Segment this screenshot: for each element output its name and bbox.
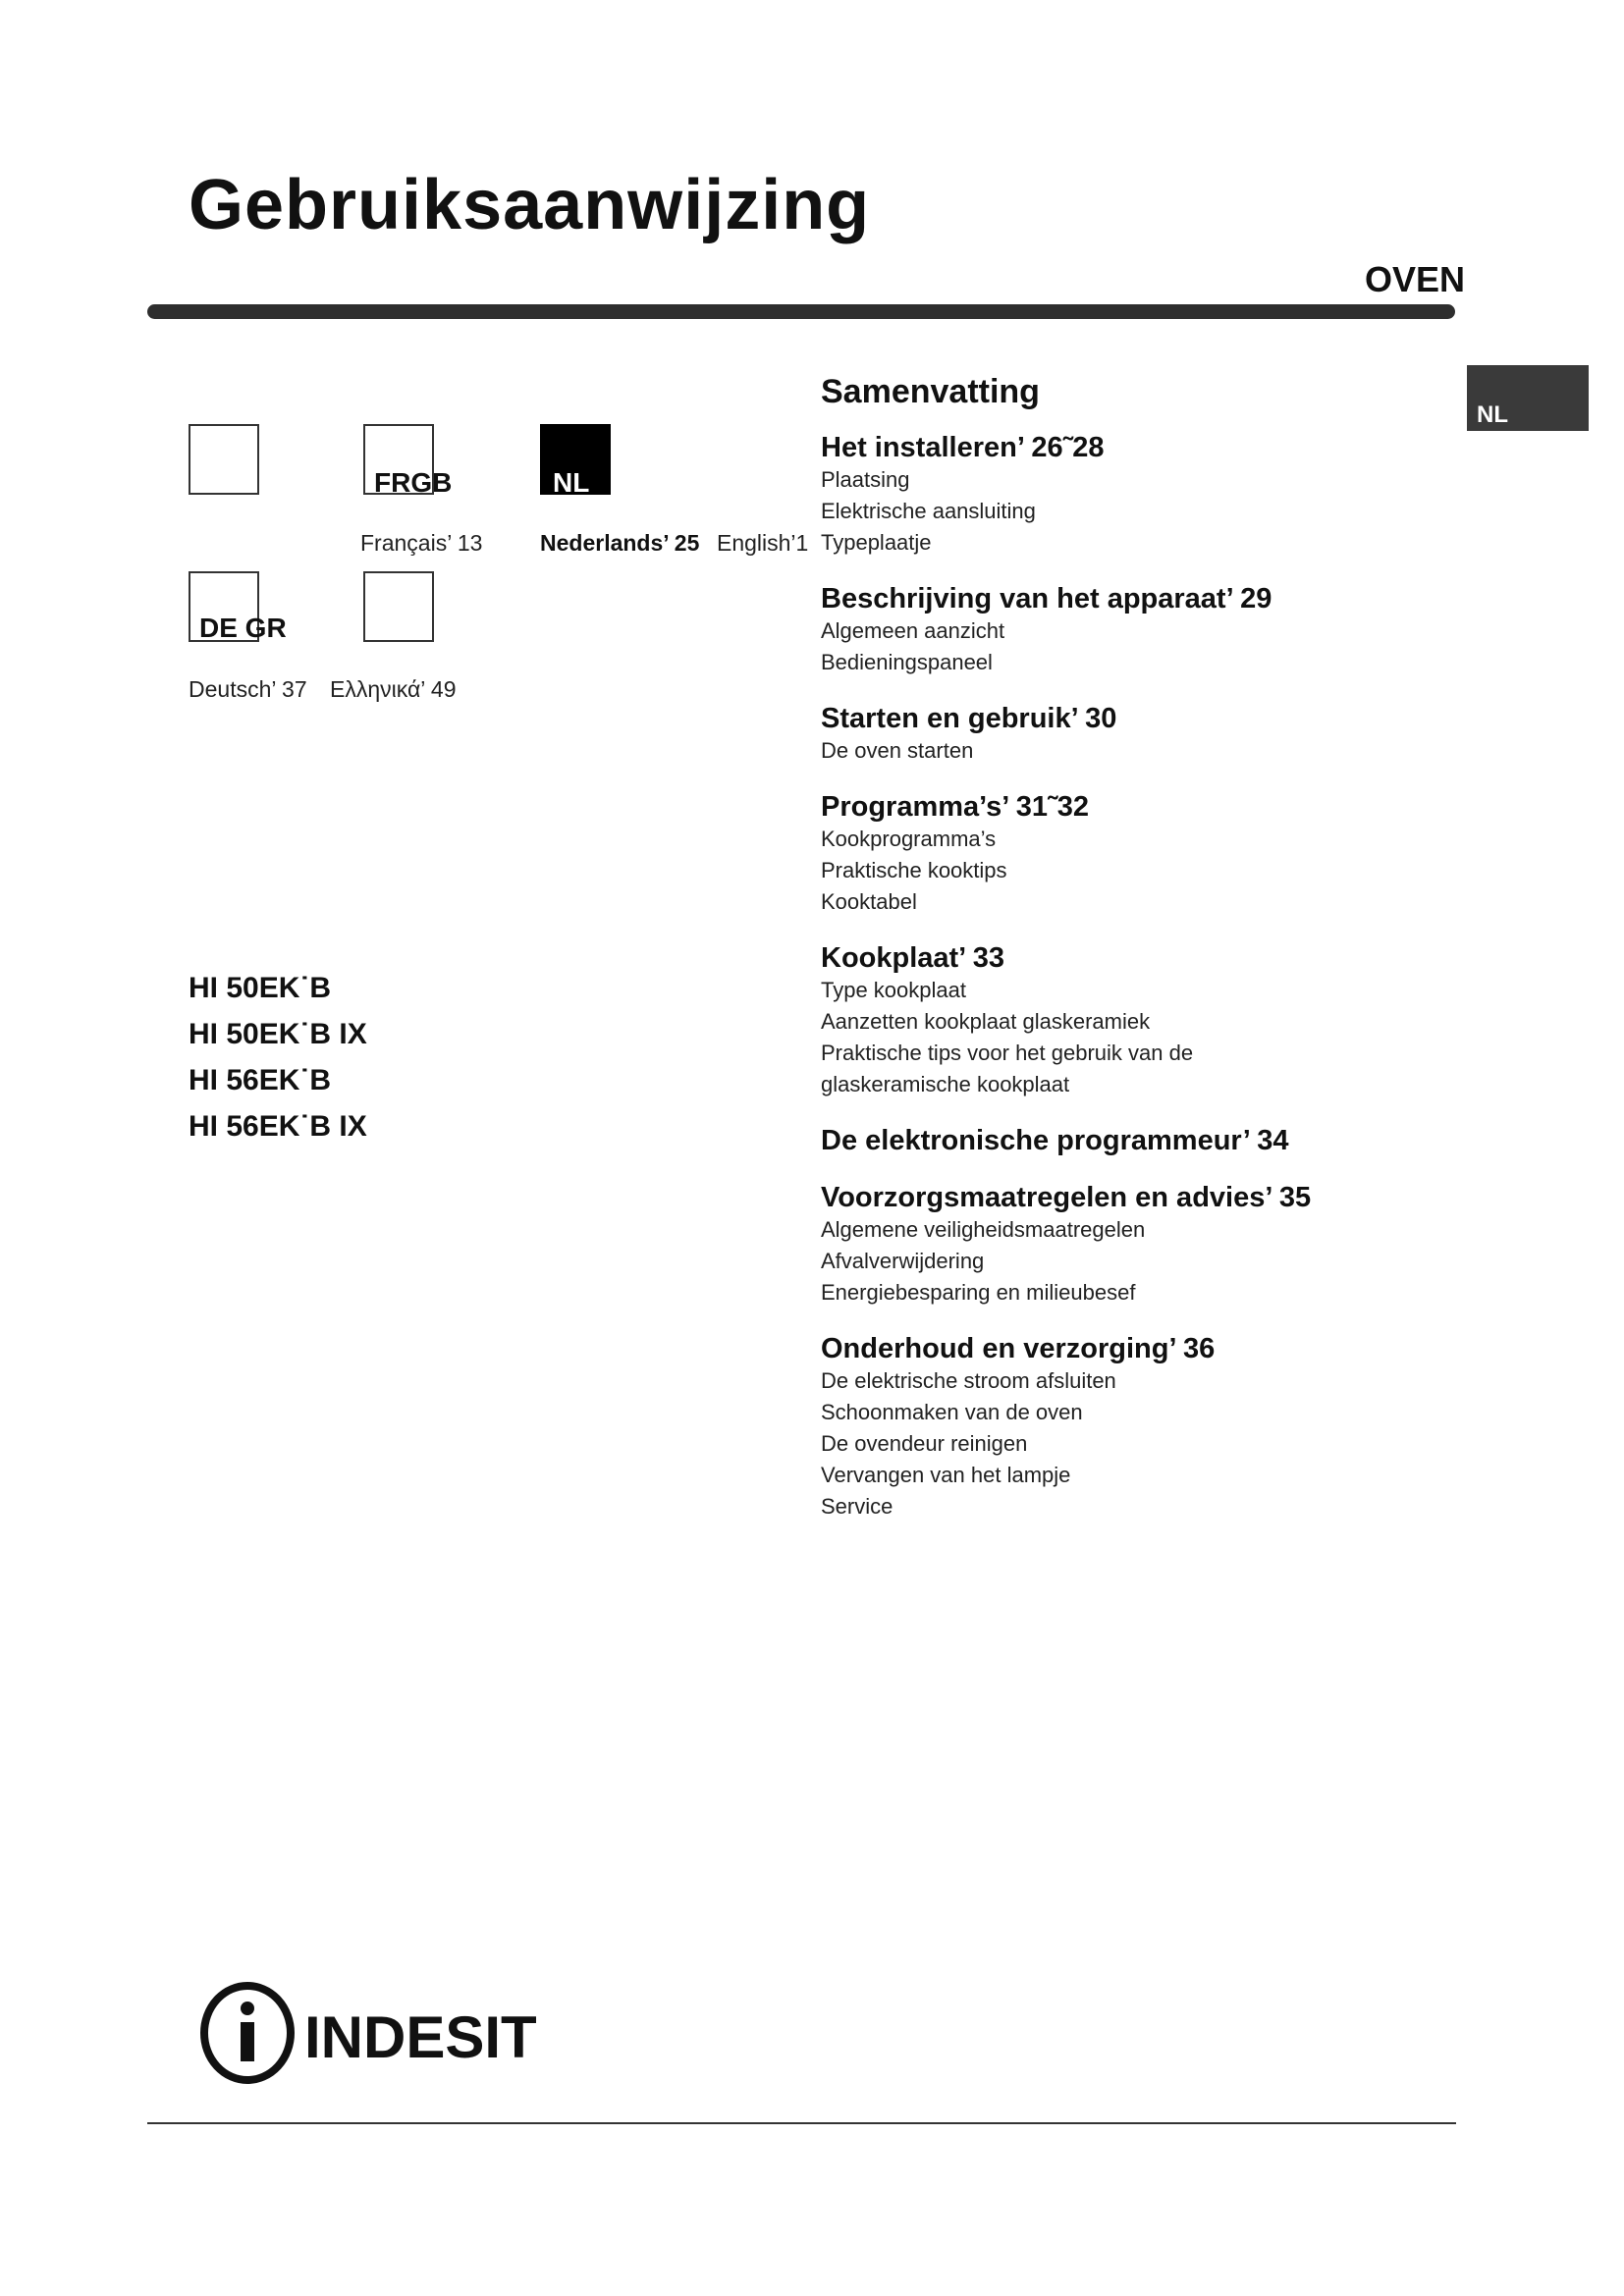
model-name: HI 50EK˙B: [189, 972, 332, 1004]
toc-section-title: Programma’s’ 31˜32: [821, 791, 1089, 823]
toc-item: Algemeen aanzicht: [821, 618, 1005, 643]
language-box-empty: [189, 424, 259, 495]
language-code-degr: DE GR: [199, 613, 287, 643]
toc-item: Praktische kooktips: [821, 858, 1007, 882]
toc-item: Elektrische aansluiting: [821, 499, 1036, 523]
toc-item: Kooktabel: [821, 889, 917, 914]
toc-heading: Samenvatting: [821, 373, 1040, 410]
model-name: HI 56EK˙B IX: [189, 1110, 367, 1143]
toc-section: [821, 790, 1449, 918]
indesit-logo: [194, 1979, 587, 2092]
language-tab: [1467, 365, 1589, 431]
toc-section: [821, 582, 1449, 678]
toc-section: [821, 702, 1449, 767]
brand-logo-text: INDESIT: [304, 2004, 537, 2070]
toc-section: [821, 1332, 1449, 1522]
toc-item: Aanzetten kookplaat glaskeramiek: [821, 1009, 1151, 1034]
toc-item: De elektrische stroom afsluiten: [821, 1368, 1116, 1393]
language-caption-greek: Ελληνικά’ 49: [330, 676, 457, 702]
toc-sections: [821, 431, 1449, 1522]
toc-section-title: Starten en gebruik’ 30: [821, 703, 1117, 734]
toc-item: Service: [821, 1494, 893, 1519]
toc-item: De ovendeur reinigen: [821, 1431, 1028, 1456]
toc-item: Typeplaatje: [821, 530, 932, 555]
toc-section: [821, 1181, 1449, 1308]
toc-section-title: Onderhoud en verzorging’ 36: [821, 1333, 1216, 1364]
toc-section: [821, 1124, 1449, 1157]
language-caption-deutsch: Deutsch’ 37: [189, 676, 307, 702]
language-box-empty-2: [363, 571, 434, 642]
toc-section: [821, 431, 1449, 559]
language-caption-english: English’1: [717, 530, 809, 556]
toc-section: [821, 941, 1449, 1100]
toc-item: Kookprogramma’s: [821, 827, 997, 851]
language-tab-label: NL: [1477, 401, 1508, 428]
toc-item: Schoonmaken van de oven: [821, 1400, 1083, 1424]
toc-item: Praktische tips voor het gebruik van de: [821, 1041, 1194, 1065]
toc-section-title: De elektronische programmeur’ 34: [821, 1125, 1289, 1156]
footer-divider: [147, 2122, 1456, 2124]
model-name: HI 56EK˙B: [189, 1064, 332, 1096]
toc-item: Energiebesparing en milieubesef: [821, 1280, 1136, 1305]
toc-section-title: Voorzorgsmaatregelen en advies’ 35: [821, 1182, 1312, 1213]
toc-item: De oven starten: [821, 738, 974, 763]
language-code-frgb: FRGB: [374, 467, 453, 498]
toc-section-title: Het installeren’ 26˜28: [821, 432, 1105, 463]
language-caption-nederlands: Nederlands’ 25: [540, 530, 700, 556]
indesit-logo-graphic: [194, 1979, 587, 2087]
header-divider: [147, 304, 1455, 319]
toc-item: Plaatsing: [821, 467, 910, 492]
language-caption-francais: Français’ 13: [360, 530, 483, 556]
toc-item: Type kookplaat: [821, 978, 966, 1002]
model-name: HI 50EK˙B IX: [189, 1018, 367, 1050]
toc-section-title: Kookplaat’ 33: [821, 942, 1004, 974]
document-title: Gebruiksaanwijzing: [189, 166, 871, 244]
language-code-nl: NL: [553, 467, 590, 498]
table-of-contents: [821, 373, 1449, 1546]
toc-item: glaskeramische kookplaat: [821, 1072, 1070, 1096]
toc-item: Algemene veiligheidsmaatregelen: [821, 1217, 1146, 1242]
product-type: OVEN: [1365, 259, 1466, 299]
toc-item: Vervangen van het lampje: [821, 1463, 1071, 1487]
toc-item: Afvalverwijdering: [821, 1249, 985, 1273]
toc-item: Bedieningspaneel: [821, 650, 993, 674]
toc-section-title: Beschrijving van het apparaat’ 29: [821, 583, 1272, 614]
